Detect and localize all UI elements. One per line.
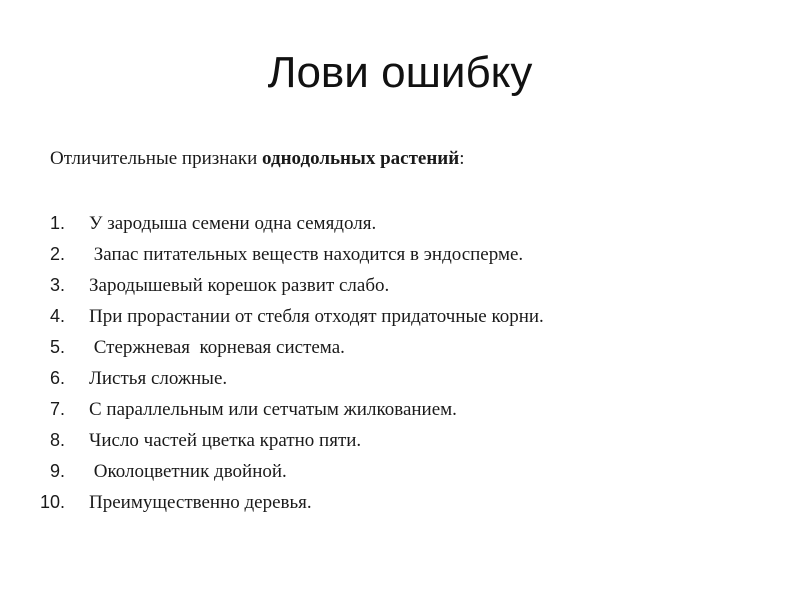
list-item-number: 9. (49, 461, 65, 481)
intro-emphasis: однодольных растений (262, 148, 460, 169)
intro-line (50, 148, 464, 170)
list-item-text: Запас питательных веществ находится в эндосперме. (89, 244, 524, 265)
intro-suffix: : (459, 148, 465, 169)
list-item-number: 8. (49, 430, 65, 450)
slide-title: Лови ошибку (267, 48, 533, 97)
list-item-number: 7. (49, 399, 65, 419)
list-item-number: 5. (49, 337, 65, 357)
list-item-text: Стержневая корневая система. (89, 337, 345, 358)
list-item-text: Зародышевый корешок развит слабо. (89, 275, 390, 296)
list-item-number: 10. (39, 492, 65, 512)
list-item-number: 1. (49, 213, 65, 233)
list-item-number: 3. (49, 275, 65, 295)
list-item-text: Околоцветник двойной. (89, 461, 287, 482)
intro-prefix: Отличительные признаки (50, 148, 263, 169)
list-item-text: Преимущественно деревья. (89, 492, 312, 513)
list-item-text: Листья сложные. (89, 368, 228, 389)
list-item-number: 4. (49, 306, 65, 326)
list-item-number: 6. (49, 368, 65, 388)
list-item-number: 2. (49, 244, 65, 264)
list-item-text: Число частей цветка кратно пяти. (89, 430, 362, 451)
list-item-text: С параллельным или сетчатым жилкованием. (89, 399, 457, 420)
list-item-text: При прорастании от стебля отходят придаточные корни. (89, 306, 544, 327)
list-item-text: У зародыша семени одна семядоля. (89, 213, 377, 234)
